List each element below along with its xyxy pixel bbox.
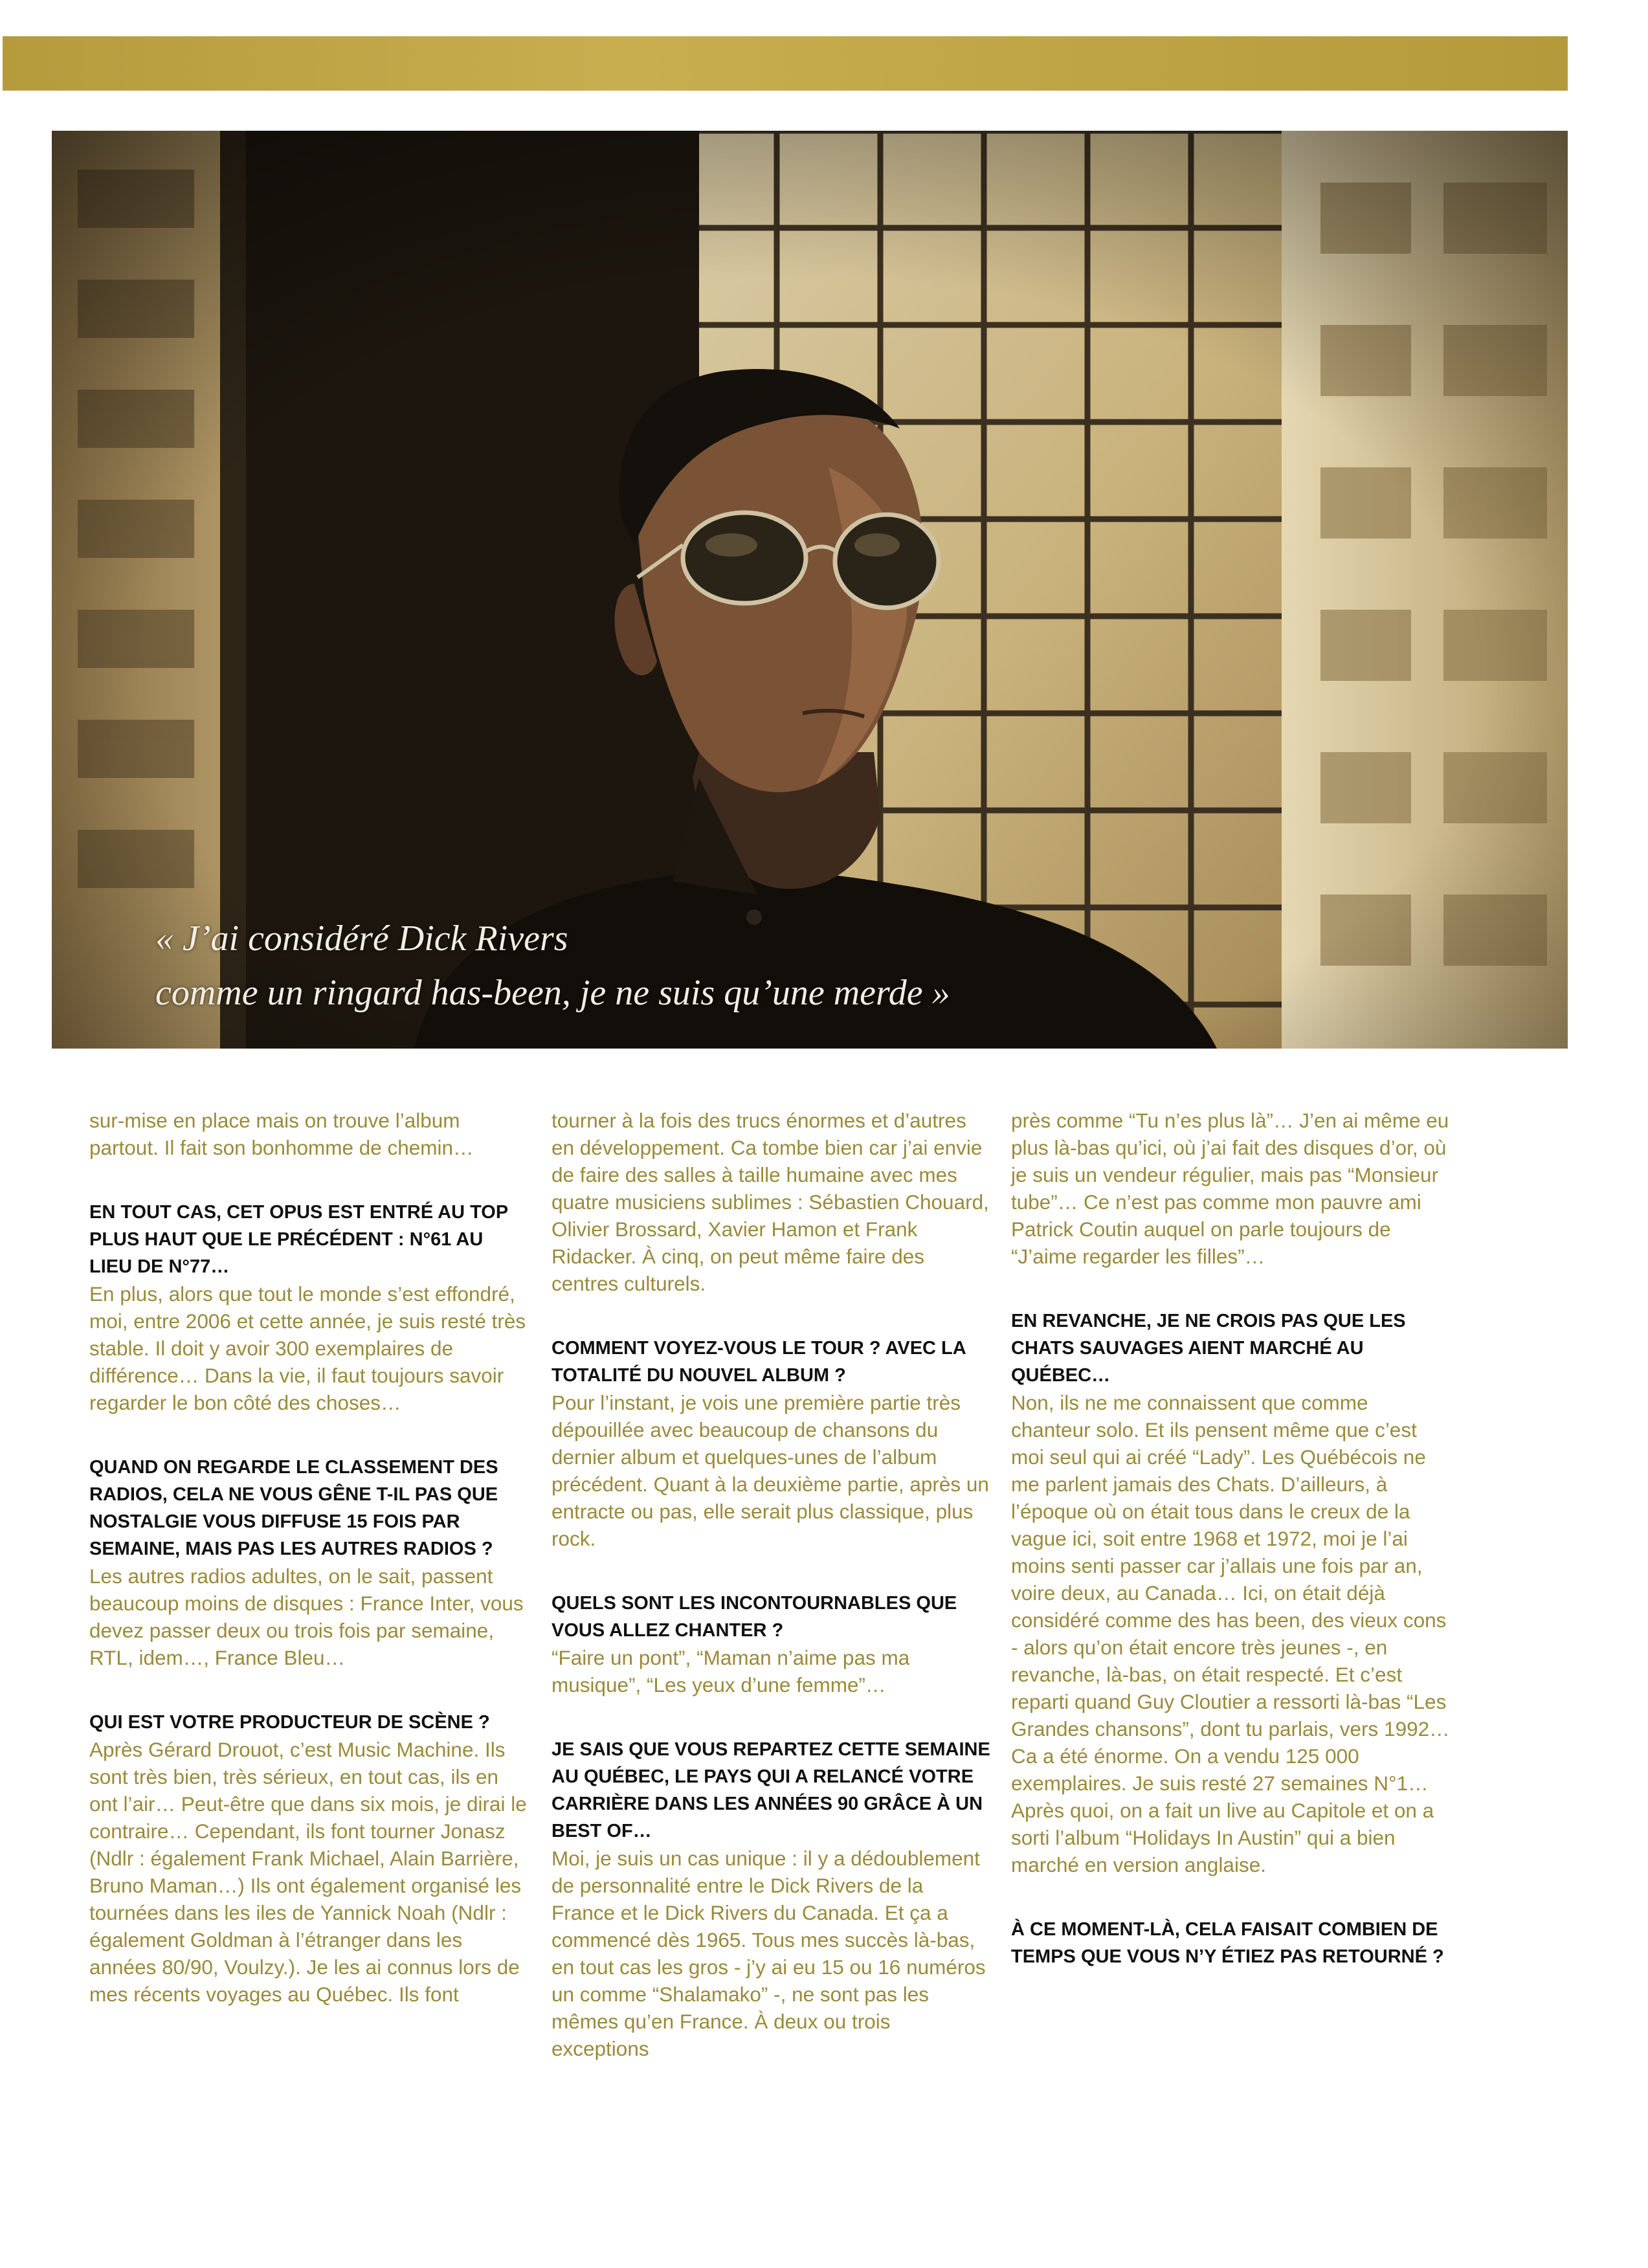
- interview-answer: Pour l’instant, je vois une première partie très dépouillée avec beaucoup de chansons du dernier album et quelques-unes de l’album précédent. Quant à la deuxième partie, après un entracte ou pas, elle serait plus classique, plus rock.: [551, 1391, 989, 1550]
- article-column-3: [1011, 1107, 1451, 1970]
- interview-answer: En plus, alors que tout le monde s’est effondré, moi, entre 2006 et cette année, je suis resté très stable. Il doit y avoir 300 exemplaires de différence… Dans la vie, il faut toujours savoir regarder le bon côté des choses…: [89, 1282, 526, 1414]
- interview-question: À CE MOMENT-LÀ, CELA FAISAIT COMBIEN DE TEMPS QUE VOUS N’Y ÉTIEZ PAS RETOURNÉ ?: [1011, 1919, 1444, 1967]
- interview-answer: Moi, je suis un cas unique : il y a dédoublement de personnalité entre le Dick Rivers de la France et le Dick Rivers du Canada. Et ça a commencé dès 1965. Tous mes succès là-bas, en tout cas les gros - j’y ai eu 15 ou 16 numéros un comme “Shalamako” -, ne sont pas les mêmes qu’en France. À deux ou trois exceptions: [551, 1847, 986, 2060]
- interview-question: QUI EST VOTRE PRODUCTEUR DE SCÈNE ?: [89, 1712, 490, 1733]
- interview-answer: Les autres radios adultes, on le sait, passent beaucoup moins de disques : France Inter, vous devez passer deux ou trois fois par semaine, RTL, idem…, France Bleu…: [89, 1564, 524, 1669]
- interview-question: JE SAIS QUE VOUS REPARTEZ CETTE SEMAINE AU QUÉBEC, LE PAYS QUI A RELANCÉ VOTRE CARRIÈRE DANS LES ANNÉES 90 GRÂCE À UN BEST OF…: [551, 1739, 990, 1841]
- interview-question: EN TOUT CAS, CET OPUS EST ENTRÉ AU TOP PLUS HAUT QUE LE PRÉCÉDENT : N°61 AU LIEU DE N°77…: [89, 1202, 508, 1277]
- pull-quote-line-2: comme un ringard has-been, je ne suis qu’une merde »: [155, 973, 950, 1013]
- interview-answer: “Faire un pont”, “Maman n’aime pas ma musique”, “Les yeux d’une femme”…: [551, 1646, 910, 1696]
- interview-answer: Après Gérard Drouot, c’est Music Machine. Ils sont très bien, très sérieux, en tout cas, ils en ont l’air… Peut-être que dans six mois, je dirai le contraire… Cependant, ils font tourner Jonasz (Ndlr : également Frank Michael, Alain Barrière, Bruno Maman…) Ils ont également organisé les tournées dans les iles de Yannick Noah (Ndlr : également Goldman à l’étranger dans les années 80/90, Voulzy.). Je les ai connus lors de mes récents voyages au Québec. Ils font: [89, 1738, 527, 2006]
- interview-question: QUAND ON REGARDE LE CLASSEMENT DES RADIOS, CELA NE VOUS GÊNE T-IL PAS QUE NOSTALGIE VOUS DIFFUSE 15 FOIS PAR SEMAINE, MAIS PAS LES AUTRES RADIOS ?: [89, 1457, 498, 1559]
- interview-answer: près comme “Tu n’es plus là”… J’en ai même eu plus là-bas qu’ici, où j’ai fait des disques d’or, où je suis un vendeur régulier, mais pas “Monsieur tube”… Ce n’est pas comme mon pauvre ami Patrick Coutin auquel on parle toujours de “J’aime regarder les filles”…: [1011, 1109, 1449, 1268]
- interview-answer: tourner à la fois des trucs énormes et d’autres en développement. Ca tombe bien car j’ai envie de faire des salles à taille humaine avec mes quatre musiciens sublimes : Sébastien Chouard, Olivier Brossard, Xavier Hamon et Frank Ridacker. À cinq, on peut même faire des centres culturels.: [551, 1109, 989, 1295]
- pull-quote: [155, 911, 1320, 1020]
- interview-question: COMMENT VOYEZ-VOUS LE TOUR ? AVEC LA TOTALITÉ DU NOUVEL ALBUM ?: [551, 1338, 966, 1386]
- article-column-2: [551, 1107, 992, 2062]
- header-color-band: [3, 36, 1568, 91]
- interview-answer: sur-mise en place mais on trouve l’album partout. Il fait son bonhomme de chemin…: [89, 1109, 474, 1159]
- interview-answer: Non, ils ne me connaissent que comme chanteur solo. Et ils pensent même que c’est moi seul qui ai créé “Lady”. Les Québécois ne me parlent jamais des Chats. D’ailleurs, à l’époque où on était tous dans le creux de la vague ici, soit entre 1968 et 1972, moi je l’ai moins senti passer car j’allais une fois par an, voire deux, au Canada… Ici, on était déjà considéré comme des has been, des vieux cons - alors qu’on était encore très jeunes -, en revanche, là-bas, on était respecté. Et c’est reparti quand Guy Cloutier a ressorti là-bas “Les Grandes chansons”, dont tu parlais, vers 1992… Ca a été énorme. On a vendu 125 000 exemplaires. Je suis resté 27 semaines N°1… Après quoi, on a fait un live au Capitole et on a sorti l’album “Holidays In Austin” qui a bien marché en version anglaise.: [1011, 1391, 1450, 1876]
- interview-question: QUELS SONT LES INCONTOURNABLES QUE VOUS ALLEZ CHANTER ?: [551, 1593, 957, 1641]
- article-column-1: [89, 1107, 529, 2008]
- interview-question: EN REVANCHE, JE NE CROIS PAS QUE LES CHATS SAUVAGES AIENT MARCHÉ AU QUÉBEC…: [1011, 1311, 1406, 1386]
- portrait-photo: [52, 131, 1568, 1049]
- pull-quote-line-1: « J’ai considéré Dick Rivers: [155, 918, 568, 959]
